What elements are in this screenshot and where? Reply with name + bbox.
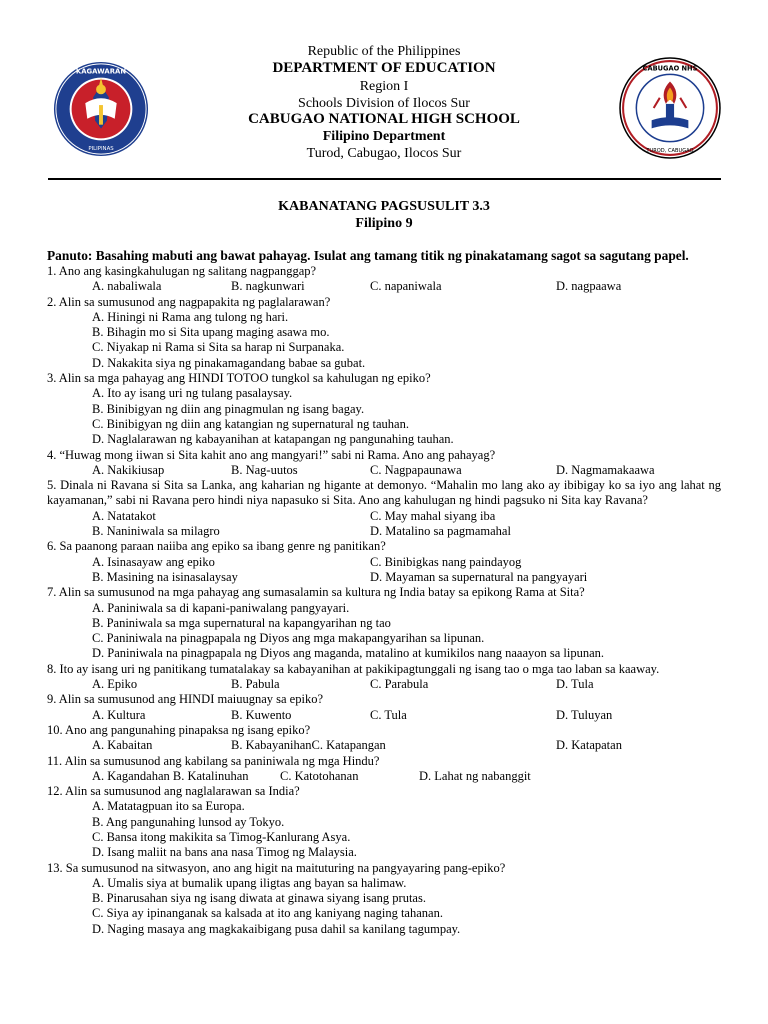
option-9b: B. Kuwento [231, 707, 292, 722]
question-5: 5. Dinala ni Ravana si Sita sa Lanka, ang kaharian ng higante at demonyo. “Mahalin mo lang ako ay ibibigay ko sa iyo ang lahat ng kayamanan,” sabi ni Ravana pero hindi niya napasuko si Sita. Ano ang kahulugan ng hindi pagsuko ni Sita kay Ravana? [47, 478, 721, 508]
option-8c: C. Parabula [370, 677, 429, 692]
header-department-name: Filipino Department [322, 129, 446, 144]
options-6 [47, 555, 721, 586]
option-3a: A. Ito ay isang uri ng tulang pasalaysay. [92, 386, 293, 401]
exam-body [47, 248, 721, 937]
option-11ab: A. Kagandahan B. Katalinuhan [92, 768, 249, 783]
option-1c: C. napaniwala [370, 279, 442, 294]
option-1b: B. nagkunwari [231, 279, 305, 294]
options-11 [47, 769, 721, 784]
question-13: 13. Sa sumusunod na sitwasyon, ano ang higit na maituturing na pangyayaring pang-epiko? [47, 860, 506, 875]
option-12d: D. Isang maliit na bans ana nasa Timog ng Malaysia. [92, 845, 357, 860]
svg-text:CABUGAO NHS: CABUGAO NHS [642, 64, 698, 73]
question-4: 4. “Huwag mong iiwan si Sita kahit ano ang mangyari!” sabi ni Rama. Ano ang pahayag? [47, 447, 496, 462]
header-division: Schools Division of Ilocos Sur [298, 96, 470, 111]
option-12c: C. Bansa itong makikita sa Timog-Kanlurang Asya. [92, 829, 351, 844]
options-1 [47, 279, 721, 294]
option-5b: B. Naniniwala sa milagro [92, 524, 220, 539]
instructions: Panuto: Basahing mabuti ang bawat pahayag. Isulat ang tamang titik ng pinakatamang sagot sa sagutang papel. [47, 248, 689, 263]
school-seal-logo [619, 57, 721, 159]
option-13c: C. Siya ay ipinanganak sa kalsada at ito ang kaniyang naging tahanan. [92, 906, 443, 921]
option-10bc: B. KabayanihanC. Katapangan [231, 738, 386, 753]
option-6a: A. Isinasayaw ang epiko [92, 554, 215, 569]
question-8: 8. Ito ay isang uri ng panitikang tumatalakay sa kabayanihan at pakikipagtunggali ng isang tao o mga tao laban sa kaaway. [47, 661, 660, 676]
question-9: 9. Alin sa sumusunod ang HINDI maiuugnay sa epiko? [47, 692, 324, 707]
options-10 [47, 738, 721, 753]
question-11: 11. Alin sa sumusunod ang kabilang sa paniniwala ng mga Hindu? [47, 753, 380, 768]
svg-text:KAGAWARAN: KAGAWARAN [75, 67, 127, 76]
question-1: 1. Ano ang kasingkahulugan ng salitang nagpanggap? [47, 264, 317, 278]
option-10d: D. Katapatan [556, 738, 622, 753]
option-8a: A. Epiko [92, 677, 138, 692]
option-3b: B. Binibigyan ng diin ang pinagmulan ng isang bagay. [92, 401, 365, 416]
options-8 [47, 677, 721, 692]
option-3c: C. Binibigyan ng diin ang katangian ng supernatural ng tauhan. [92, 416, 409, 431]
option-9a: A. Kultura [92, 707, 146, 722]
header-republic: Republic of the Philippines [307, 44, 461, 59]
svg-text:TUROD, CABUGAO: TUROD, CABUGAO [646, 147, 694, 154]
option-7d: D. Paniniwala na pinagpapala ng Diyos ang maganda, matalino at kumikilos nang naaayon sa lipunan. [92, 646, 605, 661]
option-13a: A. Umalis siya at bumalik upang iligtas ang bayan sa halimaw. [92, 875, 407, 890]
options-4 [47, 463, 721, 478]
option-12b: B. Ang pangunahing lunsod ay Tokyo. [92, 814, 285, 829]
option-2d: D. Nakakita siya ng pinakamagandang babae sa gubat. [92, 355, 366, 370]
option-9c: C. Tula [370, 707, 407, 722]
option-3d: D. Naglalarawan ng kabayanihan at katapangan ng pangunahing tauhan. [92, 432, 454, 447]
option-4c: C. Nagpapaunawa [370, 462, 462, 477]
option-4b: B. Nag-uutos [231, 462, 298, 477]
option-11d: D. Lahat ng nabanggit [419, 768, 531, 783]
option-2c: C. Niyakap ni Rama si Sita sa harap ni Surpanaka. [92, 340, 345, 355]
options-9 [47, 708, 721, 723]
option-10a: A. Kabaitan [92, 738, 153, 753]
header-divider [48, 178, 721, 180]
question-6: 6. Sa paanong paraan naiiba ang epiko sa ibang genre ng panitikan? [47, 539, 386, 554]
option-7c: C. Paniniwala na pinagpapala ng Diyos ang mga makapangyarihan sa lipunan. [92, 631, 485, 646]
header-school: CABUGAO NATIONAL HIGH SCHOOL [248, 111, 520, 127]
option-6b: B. Masining na isinasalaysay [92, 569, 238, 584]
option-9d: D. Tuluyan [556, 707, 613, 722]
option-13d: D. Naging masaya ang magkakaibigang pusa dahil sa kanilang tagumpay. [92, 921, 461, 936]
option-2b: B. Bihagin mo si Sita upang maging asawa mo. [92, 325, 330, 340]
option-5c: C. May mahal siyang iba [370, 508, 496, 523]
option-6c: C. Binibigkas nang paindayog [370, 554, 522, 569]
options-5 [47, 509, 721, 540]
option-13b: B. Pinarusahan siya ng isang diwata at ginawa siyang isang prutas. [92, 891, 426, 906]
question-7: 7. Alin sa sumusunod na mga pahayag ang sumasalamin sa kultura ng India batay sa epikong Rama at Sita? [47, 585, 585, 600]
deped-seal-logo [52, 60, 150, 158]
question-2: 2. Alin sa sumusunod ang nagpapakita ng paglalarawan? [47, 294, 331, 309]
option-5d: D. Matalino sa pagmamahal [370, 524, 511, 539]
option-12a: A. Matatagpuan ito sa Europa. [92, 799, 245, 814]
option-5a: A. Natatakot [92, 508, 156, 523]
option-7b: B. Paniniwala sa mga supernatural na kapangyarihan ng tao [92, 615, 391, 630]
option-8d: D. Tula [556, 677, 594, 692]
option-1d: D. nagpaawa [556, 279, 622, 294]
exam-title: KABANATANG PAGSUSULIT 3.3 [278, 199, 490, 214]
option-6d: D. Mayaman sa supernatural na pangyayari [370, 569, 588, 584]
option-11c: C. Katotohanan [280, 768, 359, 783]
svg-text:PILIPINAS: PILIPINAS [88, 146, 114, 153]
header-region: Region I [359, 79, 409, 94]
question-12: 12. Alin sa sumusunod ang naglalarawan sa India? [47, 784, 300, 799]
option-4a: A. Nakikiusap [92, 462, 165, 477]
exam-subject: Filipino 9 [355, 216, 413, 231]
question-3: 3. Alin sa mga pahayag ang HINDI TOTOO tungkol sa kahulugan ng epiko? [47, 371, 431, 386]
option-4d: D. Nagmamakaawa [556, 462, 655, 477]
option-7a: A. Paniniwala sa di kapani-paniwalang pangyayari. [92, 600, 350, 615]
option-8b: B. Pabula [231, 677, 280, 692]
option-1a: A. nabaliwala [92, 279, 162, 294]
header-address: Turod, Cabugao, Ilocos Sur [306, 146, 462, 161]
option-2a: A. Hiningi ni Rama ang tulong ng hari. [92, 309, 289, 324]
question-10: 10. Ano ang pangunahing pinapaksa ng isang epiko? [47, 722, 311, 737]
header-department: DEPARTMENT OF EDUCATION [272, 60, 496, 76]
